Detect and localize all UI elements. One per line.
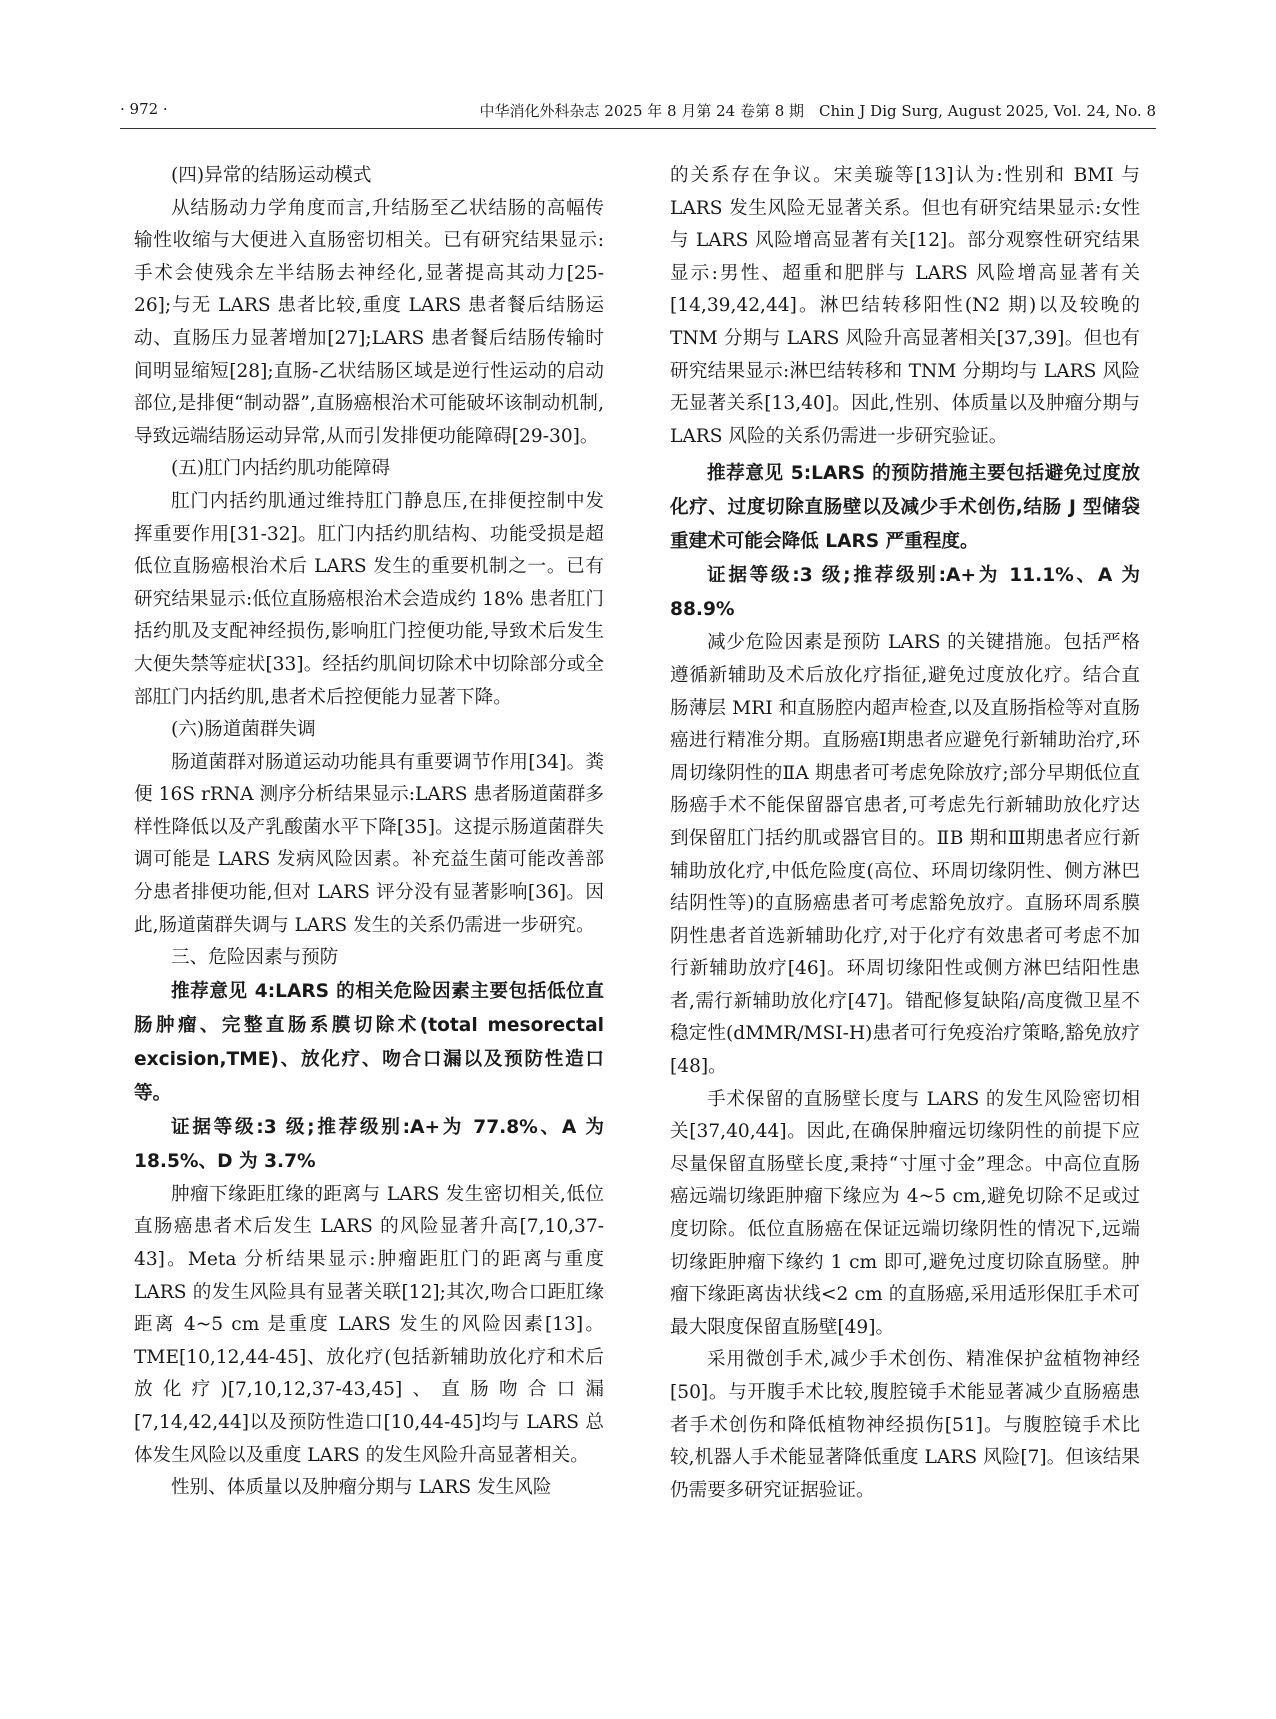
recommendation-5: 推荐意见 5:LARS 的预防措施主要包括避免过度放化疗、过度切除直肠壁以及减少手术创伤,结肠 J 型储袋重建术可能会降低 LARS 严重程度。: [670, 463, 1140, 553]
paragraph: 减少危险因素是预防 LARS 的关键措施。包括严格遵循新辅助及术后放化疗指征,避免过度放化疗。结合直肠薄层 MRI 和直肠腔内超声检查,以及直肠指检等对直肠癌进行精准分期。直肠癌Ⅰ期患者应避免行新辅助治疗,环周切缘阴性的ⅡA 期患者可考虑免除放疗;部分早期低位直肠癌手术不能保留器官患者,可考虑先行新辅助放化疗达到保留肛门括约肌或器官目的。ⅡB 期和Ⅲ期患者应行新辅助放化疗,中低危险度(高位、环周切缘阴性、侧方淋巴结阴性等)的直肠癌患者可考虑豁免放疗。直肠环周系膜阴性患者首选新辅助化疗,对于化疗有效患者可考虑不加行新辅助放疗[46]。环周切缘阳性或侧方淋巴结阳性患者,需行新辅助放化疗[47]。错配修复缺陷/高度微卫星不稳定性(dMMR/MSI-H)患者可行免疫治疗策略,豁免放疗[48]。: [670, 632, 1140, 1078]
running-header: [120, 98, 1156, 129]
subsection-heading-6: (六)肠道菌群失调: [171, 719, 316, 741]
journal-citation: 中华消化外科杂志 2025 年 8 月第 24 卷第 8 期 Chin J Dig Surg, August 2025, Vol. 24, No. 8: [479, 102, 1156, 120]
subsection-heading-5: (五)肛门内括约肌功能障碍: [171, 458, 391, 480]
section-heading-3: 三、危险因素与预防: [171, 947, 339, 969]
page-number: · 972 ·: [120, 100, 168, 118]
recommendation-4: 推荐意见 4:LARS 的相关危险因素主要包括低位直肠肿瘤、完整直肠系膜切除术(total mesorectal excision,TME)、放化疗、吻合口漏以及预防性造口等。: [134, 980, 604, 1104]
paragraph: 肠道菌群对肠道运动功能具有重要调节作用[34]。粪便 16S rRNA 测序分析结果显示:LARS 患者肠道菌群多样性降低以及产乳酸菌水平下降[35]。这提示肠道菌群失调可能是 LARS 发病风险因素。补充益生菌可能改善部分患者排便功能,但对 LARS 评分没有显著影响[36]。因此,肠道菌群失调与 LARS 发生的关系仍需进一步研究。: [134, 751, 604, 936]
paragraph: 手术保留的直肠壁长度与 LARS 的发生风险密切相关[37,40,44]。因此,在确保肿瘤远切缘阴性的前提下应尽量保留直肠壁长度,秉持“寸厘寸金”理念。中高位直肠癌远端切缘距肿瘤下缘应为 4~5 cm,避免切除不足或过度切除。低位直肠癌在保证远端切缘阴性的情况下,远端切缘距肿瘤下缘约 1 cm 即可,避免过度切除直肠壁。肿瘤下缘距离齿状线<2 cm 的直肠癌,采用适形保肛手术可最大限度保留直肠壁[49]。: [670, 1088, 1140, 1338]
paragraph: 肛门内括约肌通过维持肛门静息压,在排便控制中发挥重要作用[31-32]。肛门内括约肌结构、功能受损是超低位直肠癌根治术后 LARS 发生的重要机制之一。已有研究结果显示:低位直肠癌根治术会造成约 18% 患者肛门括约肌及支配神经损伤,影响肛门控便功能,导致术后发生大便失禁等症状[33]。经括约肌间切除术中切除部分或全部肛门内括约肌,患者术后控便能力显著下降。: [134, 490, 604, 708]
left-column: [134, 160, 604, 1505]
evidence-level-4: 证据等级:3 级;推荐级别:A+为 77.8%、A 为 18.5%、D 为 3.7%: [134, 1116, 604, 1172]
subsection-heading-4: (四)异常的结肠运动模式: [171, 165, 372, 186]
paragraph: 从结肠动力学角度而言,升结肠至乙状结肠的高幅传输性收缩与大便进入直肠密切相关。已有研究结果显示:手术会使残余左半结肠去神经化,显著提高其动力[25-26];与无 LARS 患者比较,重度 LARS 患者餐后结肠运动、直肠压力显著增加[27];LARS 患者餐后结肠传输时间明显缩短[28];直肠-乙状结肠区域是逆行性运动的启动部位,是排便“制动器”,直肠癌根治术可能破坏该制动机制,导致远端结肠运动异常,从而引发排便功能障碍[29-30]。: [134, 197, 604, 447]
paragraph: 性别、体质量以及肿瘤分期与 LARS 发生风险: [171, 1477, 552, 1499]
paragraph: 采用微创手术,减少手术创伤、精准保护盆植物神经[50]。与开腹手术比较,腹腔镜手术能显著减少直肠癌患者手术创伤和降低植物神经损伤[51]。与腹腔镜手术比较,机器人手术能显著降低重度 LARS 风险[7]。但该结果仍需要多研究证据验证。: [670, 1349, 1140, 1501]
right-column: [670, 160, 1140, 1507]
paragraph: 的关系存在争议。宋美璇等[13]认为:性别和 BMI 与 LARS 发生风险无显著关系。但也有研究结果显示:女性与 LARS 风险增高显著有关[12]。部分观察性研究结果显示:男性、超重和肥胖与 LARS 风险增高显著有关[14,39,42,44]。淋巴结转移阳性(N2 期)以及较晚的 TNM 分期与 LARS 风险升高显著相关[37,39]。但也有研究结果显示:淋巴结转移和 TNM 分期均与 LARS 风险无显著关系[13,40]。因此,性别、体质量以及肿瘤分期与 LARS 风险的关系仍需进一步研究验证。: [670, 165, 1140, 447]
evidence-level-5: 证据等级:3 级;推荐级别:A+为 11.1%、A 为 88.9%: [670, 565, 1140, 621]
paragraph: 肿瘤下缘距肛缘的距离与 LARS 发生密切相关,低位直肠癌患者术后发生 LARS 的风险显著升高[7,10,37-43]。Meta 分析结果显示:肿瘤距肛门的距离与重度 LARS 的发生风险具有显著关联[12];其次,吻合口距肛缘距离 4~5 cm 是重度 LARS 发生的风险因素[13]。TME[10,12,44-45]、放化疗(包括新辅助放化疗和术后放化疗)[7,10,12,37-43,45]、直肠吻合口漏[7,14,42,44]以及预防性造口[10,44-45]均与 LARS 总体发生风险以及重度 LARS 的发生风险升高显著相关。: [134, 1183, 604, 1466]
